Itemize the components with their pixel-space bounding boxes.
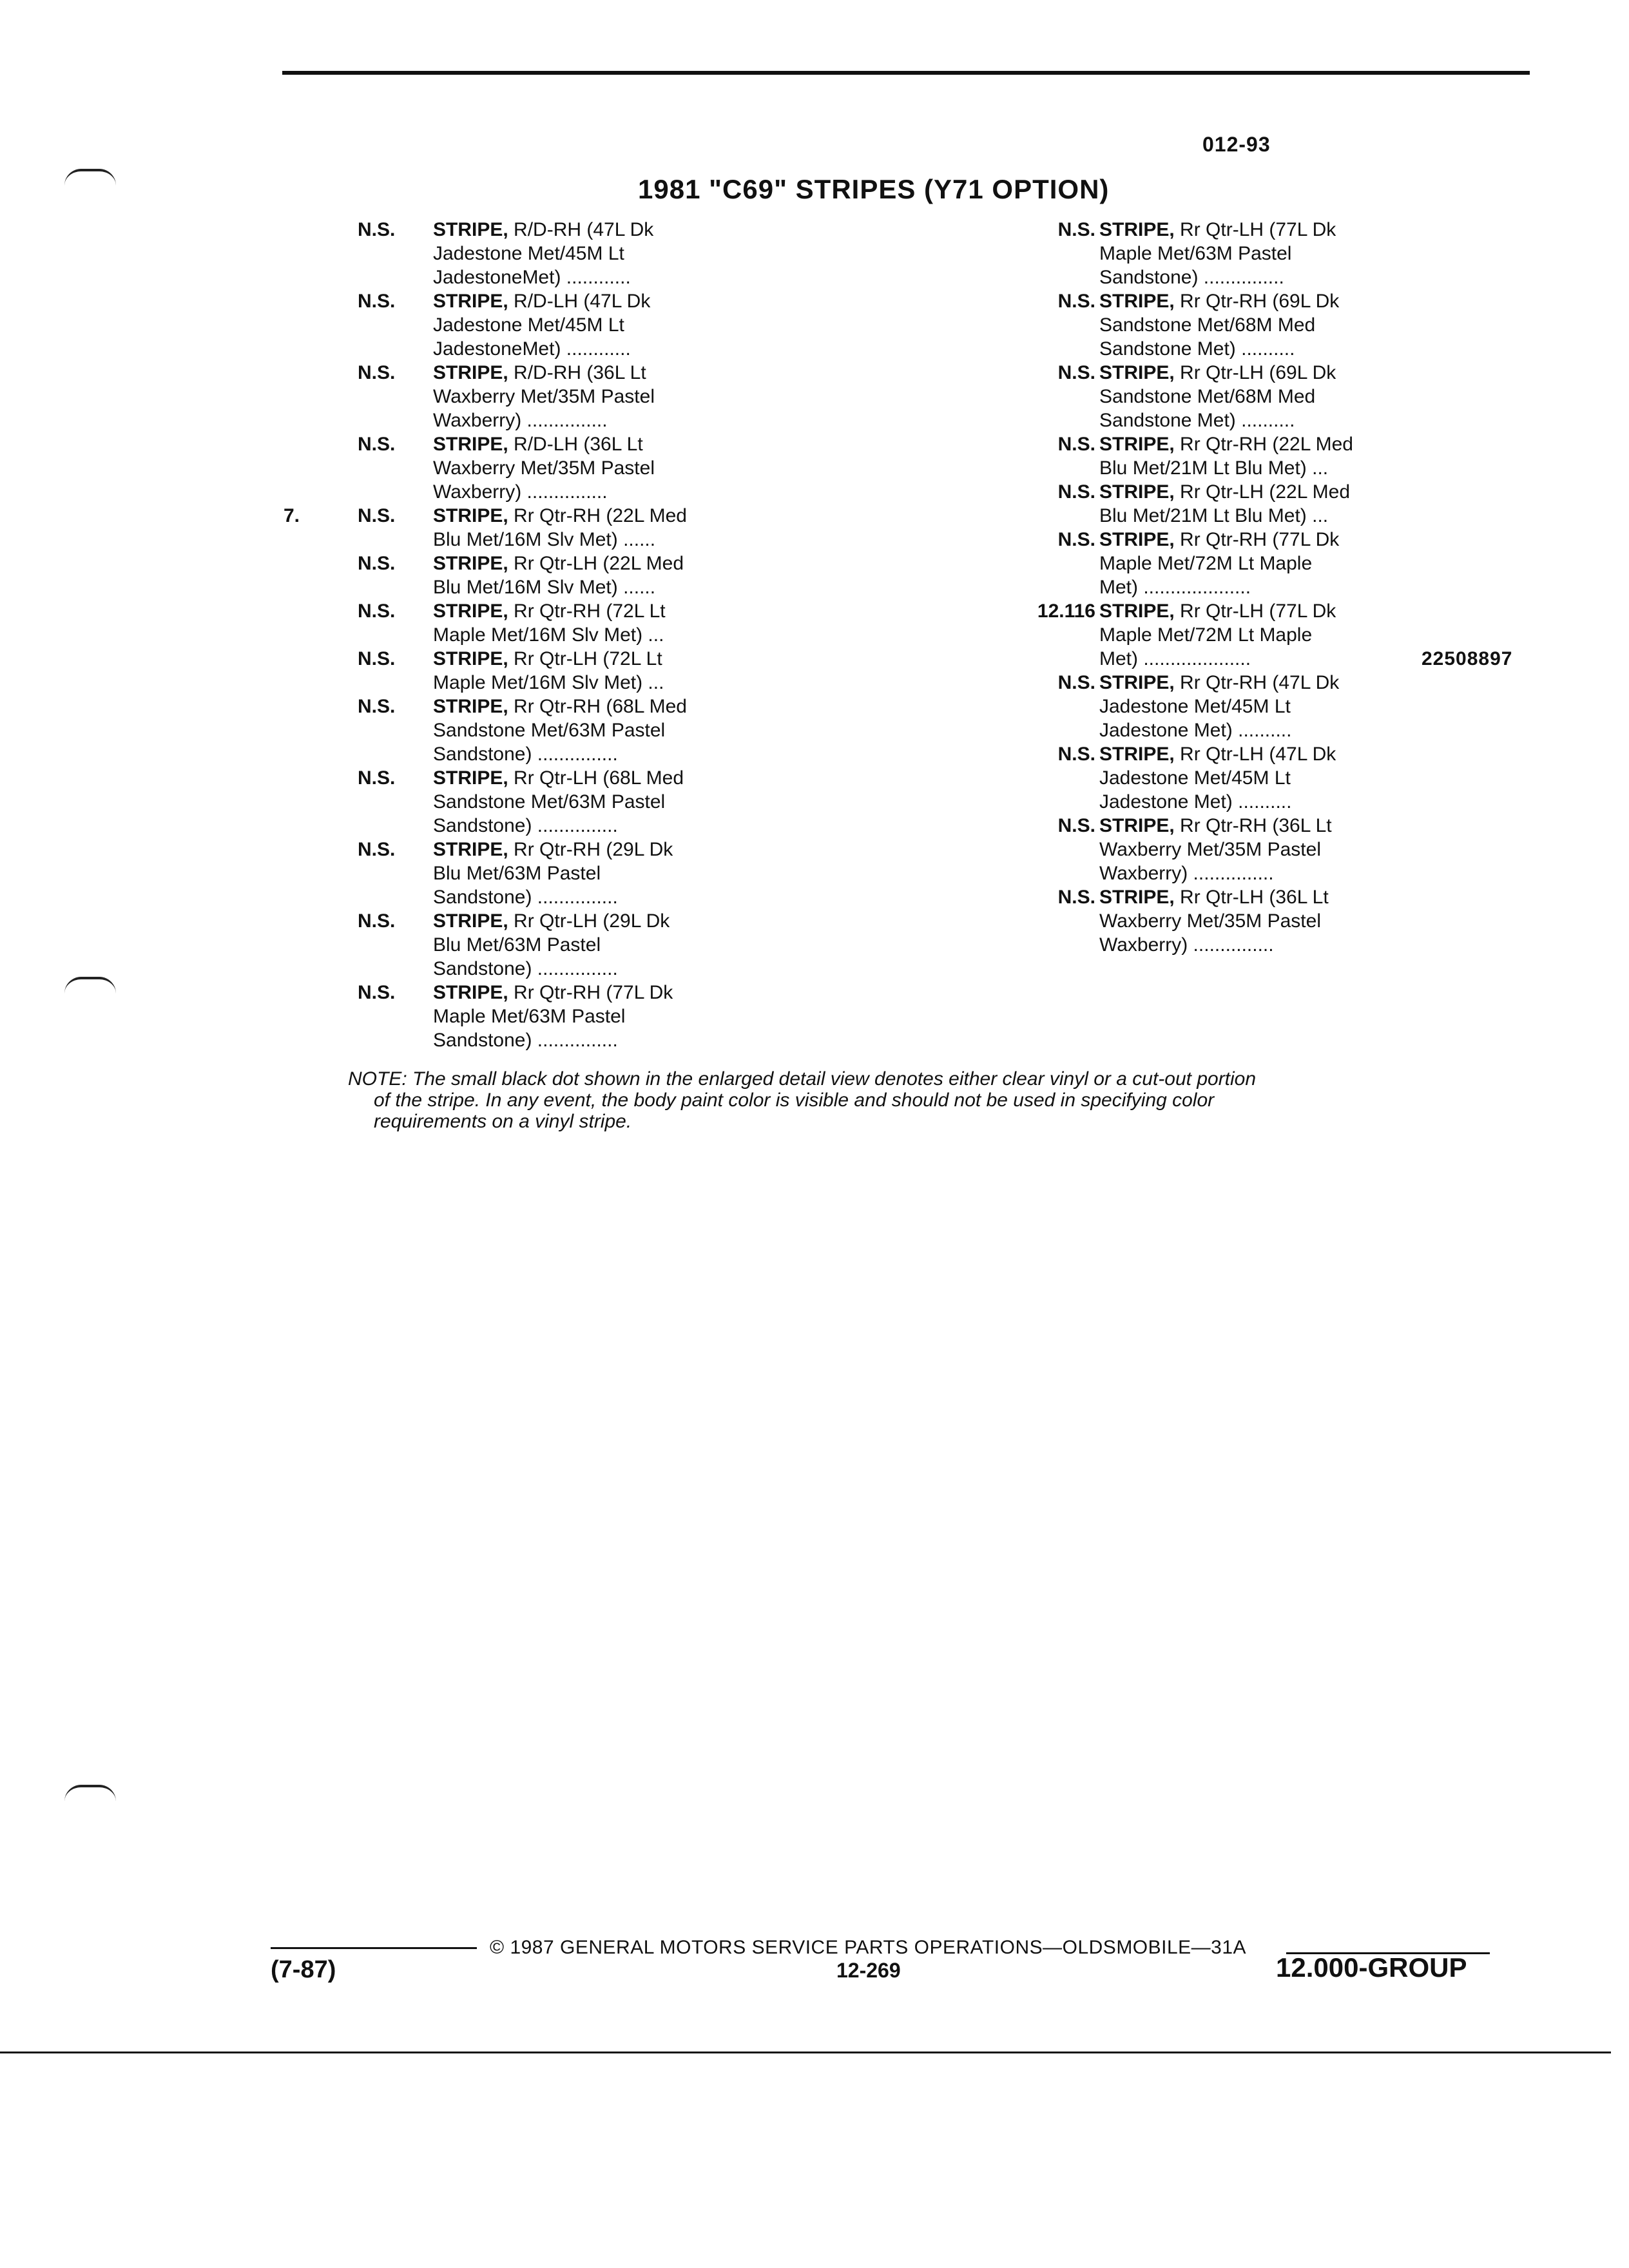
desc-line: Jadestone Met) .......... [1099,791,1292,812]
part-keyword: STRIPE, [433,505,508,526]
desc-line: Rr Qtr-RH (22L Med [514,505,687,526]
indicator: N.S. [358,291,396,312]
indicator: N.S. [358,648,396,669]
list-item [284,599,773,647]
desc-line: Sandstone) ............... [433,887,618,908]
desc-line: Rr Qtr-RH (47L Dk [1180,672,1340,693]
list-item [985,528,1539,599]
part-keyword: STRIPE, [433,648,508,669]
part-keyword: STRIPE, [1099,887,1175,908]
part-keyword: STRIPE, [1099,672,1175,693]
part-keyword: STRIPE, [1099,362,1175,383]
desc-line: Jadestone Met/45M Lt [1099,767,1291,789]
desc-line: Rr Qtr-RH (77L Dk [514,982,673,1003]
list-item [284,838,773,909]
desc-line: Blu Met/16M Slv Met) ...... [433,577,656,598]
desc-line: Sandstone Met) .......... [1099,410,1295,431]
desc-line: Waxberry) ............... [1099,934,1274,956]
indicator: N.S. [1057,219,1095,240]
top-rule [282,71,1530,75]
part-keyword: STRIPE, [433,434,508,455]
desc-line: Sandstone) ............... [433,815,618,836]
indicator: N.S. [358,219,396,240]
list-item [985,742,1539,814]
desc-line: Rr Qtr-LH (72L Lt [514,648,662,669]
desc-line: R/D-RH (36L Lt [514,362,646,383]
desc-line: Sandstone Met) .......... [1099,338,1295,360]
desc-line: Blu Met/21M Lt Blu Met) ... [1099,505,1329,526]
desc-line: Rr Qtr-LH (22L Med [1180,481,1350,503]
desc-line: Blu Met/21M Lt Blu Met) ... [1099,457,1329,479]
indicator: N.S. [1057,434,1095,455]
desc-line: Rr Qtr-LH (36L Lt [1180,887,1329,908]
desc-line: Sandstone Met/63M Pastel [433,791,666,812]
desc-line: R/D-LH (36L Lt [514,434,643,455]
footer-group: 12.000-GROUP [1276,1952,1467,1983]
desc-line: Jadestone Met/45M Lt [433,243,624,264]
desc-line: Waxberry) ............... [433,410,608,431]
desc-line: Rr Qtr-LH (68L Med [514,767,684,789]
desc-line: JadestoneMet) ............ [433,267,631,288]
desc-line: Maple Met/63M Pastel [433,1006,626,1027]
part-keyword: STRIPE, [1099,744,1175,765]
desc-line: Waxberry Met/35M Pastel [433,457,655,479]
desc-line: Met) .................... [1099,648,1251,669]
desc-line: Rr Qtr-LH (22L Med [514,553,684,574]
list-item [985,480,1539,528]
desc-line: Maple Met/72M Lt Maple [1099,624,1313,646]
list-item [985,671,1539,742]
list-item [284,552,773,599]
part-keyword: STRIPE, [1099,434,1175,455]
indicator: N.S. [358,434,396,455]
list-item [284,909,773,981]
indicator: N.S. [358,767,396,789]
desc-line: Maple Met/16M Slv Met) ... [433,624,664,646]
footer-copyright: © 1987 GENERAL MOTORS SERVICE PARTS OPERATIONS—OLDSMOBILE—31A [490,1937,1247,1958]
desc-line: Blu Met/16M Slv Met) ...... [433,529,656,550]
part-keyword: STRIPE, [1099,481,1175,503]
desc-line: Blu Met/63M Pastel [433,863,601,884]
list-item [985,885,1539,957]
desc-line: Rr Qtr-LH (77L Dk [1180,601,1336,622]
figure-number: 7. [284,505,300,526]
desc-line: R/D-LH (47L Dk [514,291,651,312]
indicator: N.S. [358,839,396,860]
desc-line: R/D-RH (47L Dk [514,219,654,240]
desc-line: Rr Qtr-LH (77L Dk [1180,219,1336,240]
footer-rule-left [271,1947,477,1949]
indicator: N.S. [1057,481,1095,503]
list-item [985,289,1539,361]
parts-list-left [284,218,773,1052]
desc-line: Waxberry) ............... [1099,863,1274,884]
desc-line: Sandstone) ............... [433,744,618,765]
indicator: N.S. [1057,291,1095,312]
footer-page-number: 12-269 [836,1959,901,1982]
part-keyword: STRIPE, [433,291,508,312]
part-keyword: STRIPE, [433,601,508,622]
binder-hole-mark [64,169,116,186]
indicator: N.S. [358,553,396,574]
indicator: N.S. [1057,672,1095,693]
indicator: N.S. [358,601,396,622]
note-line: NOTE: The small black dot shown in the enlarged detail view denotes either clear vinyl or a cut-out portion [348,1068,1257,1090]
part-keyword: STRIPE, [433,219,508,240]
part-keyword: STRIPE, [433,982,508,1003]
desc-line: Maple Met/16M Slv Met) ... [433,672,664,693]
desc-line: Rr Qtr-LH (69L Dk [1180,362,1336,383]
list-item [985,361,1539,432]
list-item [284,289,773,361]
part-number: 22508897 [1422,648,1513,669]
list-item [985,814,1539,885]
indicator: N.S. [1057,529,1095,550]
indicator: N.S. [358,910,396,932]
list-item [284,647,773,695]
indicator: N.S. [358,696,396,717]
desc-line: Jadestone Met) .......... [1099,720,1292,741]
desc-line: Rr Qtr-RH (29L Dk [514,839,673,860]
list-item [284,504,773,552]
list-item [284,218,773,289]
desc-line: Sandstone) ............... [433,1030,618,1051]
desc-line: Waxberry Met/35M Pastel [1099,910,1321,932]
list-item [284,981,773,1052]
desc-line: Waxberry Met/35M Pastel [433,386,655,407]
list-item [284,766,773,838]
desc-line: Rr Qtr-RH (68L Med [514,696,687,717]
indicator: N.S. [1057,887,1095,908]
indicator: N.S. [1057,744,1095,765]
note-line: requirements on a vinyl stripe. [374,1111,632,1132]
note-line: of the stripe. In any event, the body paint color is visible and should not be used in specifying color [374,1090,1215,1111]
desc-line: Sandstone) ............... [433,958,618,979]
parts-list-right [985,218,1539,957]
desc-line: Met) .................... [1099,577,1251,598]
desc-line: Waxberry) ............... [433,481,608,503]
desc-line: Maple Met/63M Pastel [1099,243,1292,264]
desc-line: Waxberry Met/35M Pastel [1099,839,1321,860]
indicator: N.S. [358,982,396,1003]
desc-line: Rr Qtr-RH (69L Dk [1180,291,1340,312]
footer-date-code: (7-87) [271,1956,336,1983]
indicator: N.S. [358,505,396,526]
list-item [284,432,773,504]
part-keyword: STRIPE, [1099,529,1175,550]
binder-hole-mark [64,1785,116,1802]
list-item [985,432,1539,480]
desc-line: Sandstone Met/68M Med [1099,386,1316,407]
indicator: N.S. [1057,362,1095,383]
page-code: 012-93 [1202,133,1271,156]
desc-line: Rr Qtr-RH (36L Lt [1180,815,1332,836]
part-keyword: STRIPE, [433,839,508,860]
desc-line: Sandstone) ............... [1099,267,1284,288]
list-item [985,218,1539,289]
desc-line: Sandstone Met/63M Pastel [433,720,666,741]
part-keyword: STRIPE, [433,910,508,932]
part-keyword: STRIPE, [433,767,508,789]
desc-line: JadestoneMet) ............ [433,338,631,360]
indicator: N.S. [1057,815,1095,836]
part-keyword: STRIPE, [1099,219,1175,240]
desc-line: Jadestone Met/45M Lt [433,314,624,336]
page-title: 1981 "C69" STRIPES (Y71 OPTION) [638,174,1110,204]
part-keyword: STRIPE, [433,696,508,717]
stripe-note [348,1068,1495,1132]
part-keyword: STRIPE, [433,362,508,383]
indicator: 12.116 [1037,601,1095,622]
desc-line: Rr Qtr-RH (77L Dk [1180,529,1340,550]
part-keyword: STRIPE, [1099,815,1175,836]
part-keyword: STRIPE, [1099,291,1175,312]
part-keyword: STRIPE, [433,553,508,574]
indicator: N.S. [358,362,396,383]
binder-hole-mark [64,977,116,994]
desc-line: Rr Qtr-RH (22L Med [1180,434,1353,455]
desc-line: Maple Met/72M Lt Maple [1099,553,1313,574]
part-keyword: STRIPE, [1099,601,1175,622]
desc-line: Rr Qtr-RH (72L Lt [514,601,666,622]
desc-line: Rr Qtr-LH (47L Dk [1180,744,1336,765]
desc-line: Blu Met/63M Pastel [433,934,601,956]
list-item [284,695,773,766]
list-item [985,599,1539,671]
desc-line: Jadestone Met/45M Lt [1099,696,1291,717]
list-item [284,361,773,432]
bottom-rule [0,2052,1611,2053]
desc-line: Rr Qtr-LH (29L Dk [514,910,670,932]
desc-line: Sandstone Met/68M Med [1099,314,1316,336]
